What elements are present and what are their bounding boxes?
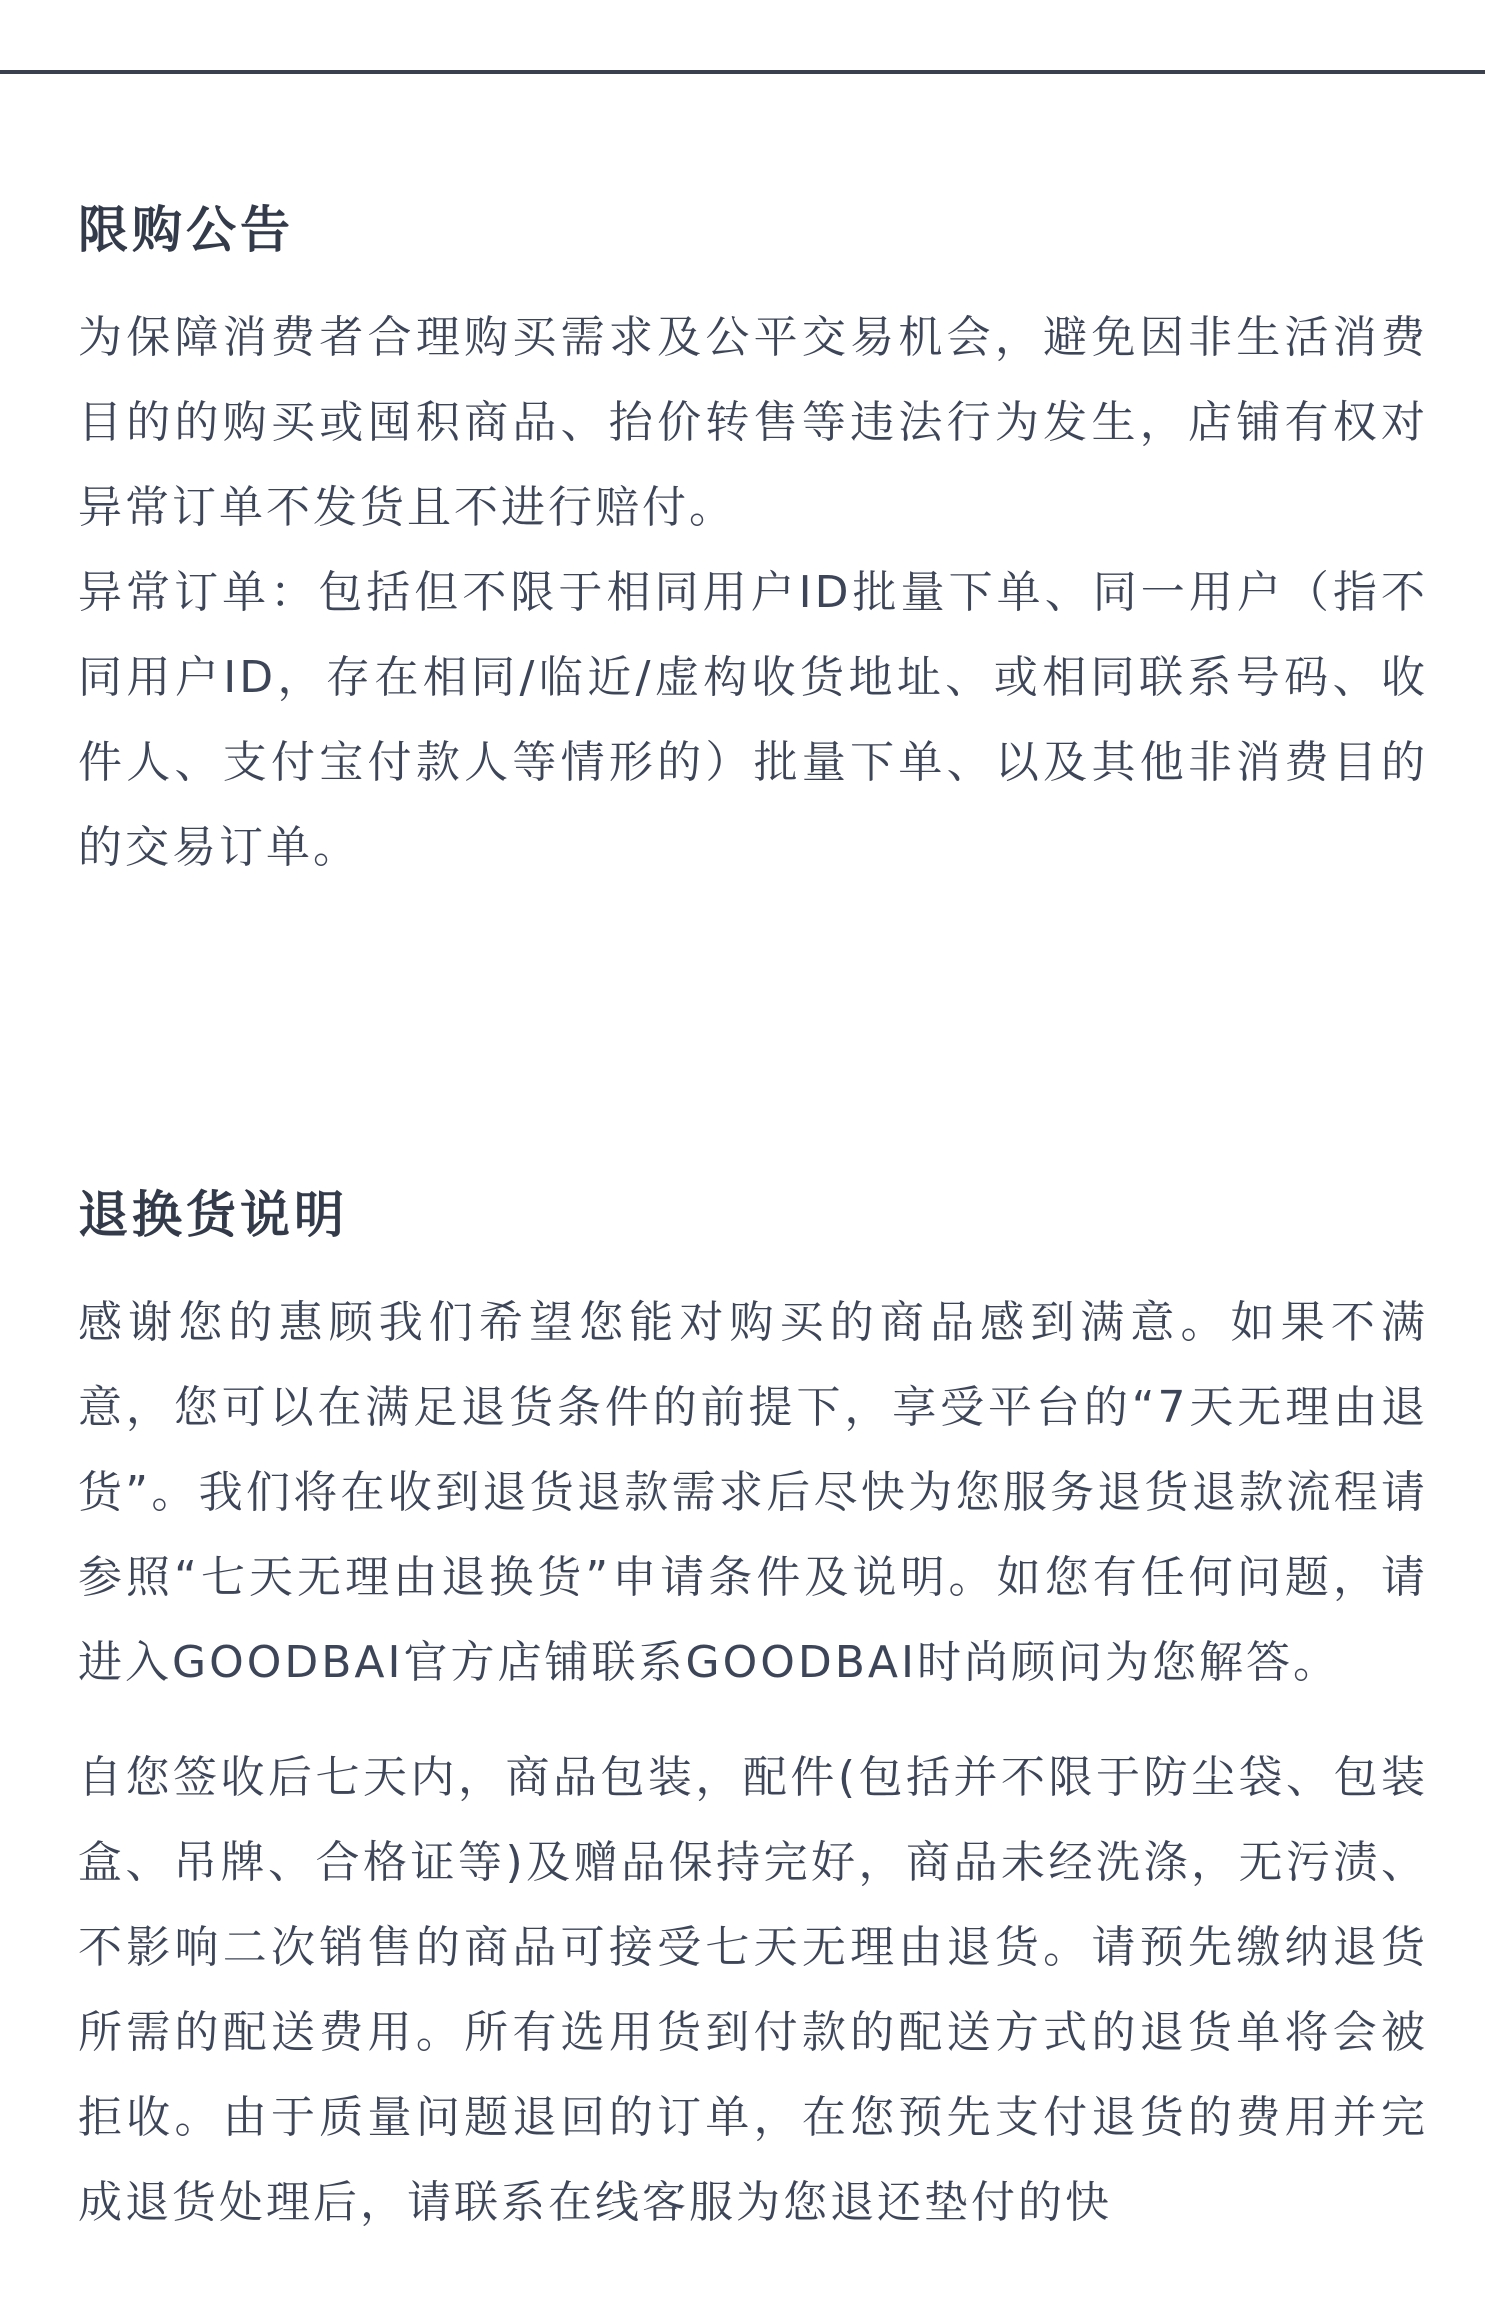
section-title: 退换货说明 [78, 1186, 348, 1244]
return-intro-paragraph: 感谢您的惠顾我们希望您能对购买的商品感到满意。如果不满意，您可以在满足退货条件的前提下，享受平台的“7天无理由退货”。我们将在收到退货退款需求后尽快为您服务退货退款流程请参照“七天无理由退换货”申请条件及说明。如您有任何问题，请进入GOODBAI官方店铺联系GOODBAI时尚顾问为您解答。 [78, 1297, 1428, 1688]
abnormal-order-paragraph: 异常订单：包括但不限于相同用户ID批量下单、同一用户（指不同用户ID，存在相同/临近/虚构收货地址、或相同联系号码、收件人、支付宝付款人等情形的）批量下单、以及其他非消费目的的交易订单。 [78, 567, 1428, 873]
section-title: 限购公告 [78, 201, 294, 259]
purchase-limit-notice-section [78, 195, 1428, 890]
return-exchange-section [78, 1180, 1428, 2245]
return-conditions-paragraph: 自您签收后七天内，商品包装，配件(包括并不限于防尘袋、包装盒、吊牌、合格证等)及赠品保持完好，商品未经洗涤，无污渍、不影响二次销售的商品可接受七天无理由退货。请预先缴纳退货所需的配送费用。所有选用货到付款的配送方式的退货单将会被拒收。由于质量问题退回的订单，在您预先支付退货的费用并完成退货处理后，请联系在线客服为您退还垫付的快 [78, 1752, 1428, 2228]
notice-paragraph: 为保障消费者合理购买需求及公平交易机会，避免因非生活消费目的的购买或囤积商品、抬价转售等违法行为发生，店铺有权对异常订单不发货且不进行赔付。 [78, 312, 1428, 533]
top-divider [0, 70, 1485, 74]
